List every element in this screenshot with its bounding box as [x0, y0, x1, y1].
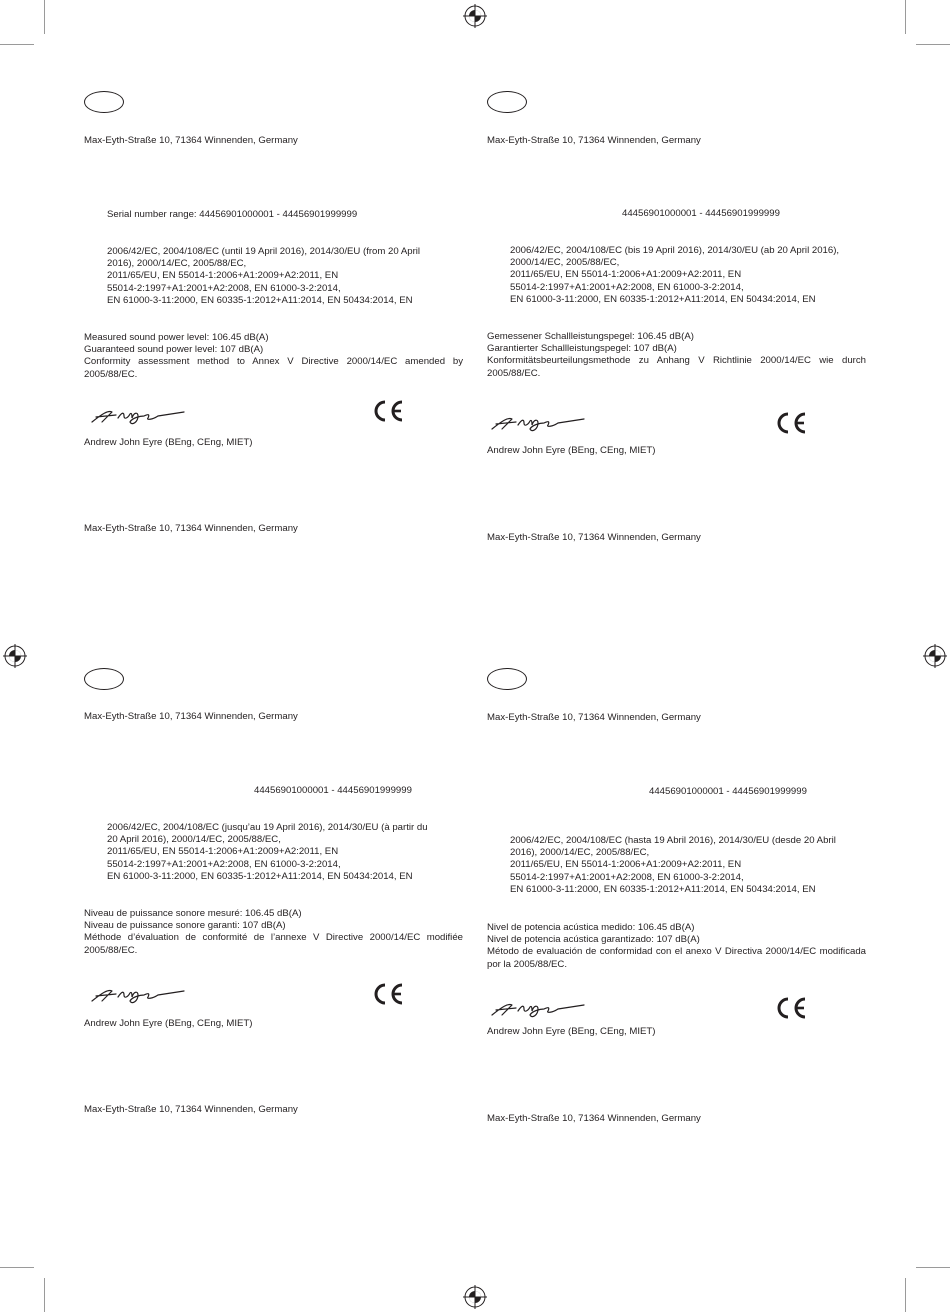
- guaranteed-sound-power: Nivel de potencia acústica garantizado: 107 dB(A): [487, 934, 700, 946]
- ce-mark-icon: [774, 410, 808, 436]
- conformity-method: Método de evaluación de conformidad con el anexo V Directiva 2000/14/EC modificada por la 2005/88/EC.: [487, 946, 866, 970]
- directive-line: 2011/65/EU, EN 55014-1:2006+A1:2009+A2:2011, EN: [510, 269, 742, 281]
- crop-mark: [44, 1278, 45, 1312]
- serial-number-range: 44456901000001 - 44456901999999: [622, 208, 780, 219]
- registration-mark-icon: [923, 644, 947, 668]
- directive-line: EN 61000-3-11:2000, EN 60335-1:2012+A11:2014, EN 50434:2014, EN: [510, 293, 816, 305]
- directive-line: 55014-2:1997+A1:2001+A2:2008, EN 61000-3-2:2014,: [510, 281, 744, 293]
- directive-line: 20 April 2016), 2000/14/EC, 2005/88/EC,: [107, 834, 281, 846]
- address-bottom: Max-Eyth-Straße 10, 71364 Winnenden, Germany: [84, 523, 298, 534]
- signatory-name: Andrew John Eyre (BEng, CEng, MIET): [487, 1026, 656, 1037]
- directive-line: EN 61000-3-11:2000, EN 60335-1:2012+A11:2014, EN 50434:2014, EN: [107, 294, 413, 306]
- guaranteed-sound-power: Garantierter Schallleistungspegel: 107 dB(A): [487, 343, 677, 355]
- address-bottom: Max-Eyth-Straße 10, 71364 Winnenden, Germany: [487, 532, 701, 543]
- directive-line: 2011/65/EU, EN 55014-1:2006+A1:2009+A2:2011, EN: [107, 846, 339, 858]
- crop-mark: [0, 1267, 34, 1268]
- directive-line: 2011/65/EU, EN 55014-1:2006+A1:2009+A2:2011, EN: [107, 270, 339, 282]
- directives-list: [510, 245, 839, 306]
- sound-level-block: [487, 331, 866, 380]
- address-top: Max-Eyth-Straße 10, 71364 Winnenden, Germany: [487, 135, 701, 146]
- directives-list: [107, 246, 420, 307]
- language-oval-badge: [84, 91, 124, 113]
- language-oval-badge: [487, 668, 527, 690]
- directive-line: 2016), 2000/14/EC, 2005/88/EC,: [107, 258, 247, 270]
- directive-line: EN 61000-3-11:2000, EN 60335-1:2012+A11:2014, EN 50434:2014, EN: [107, 870, 413, 882]
- crop-mark: [905, 1278, 906, 1312]
- sound-level-block: [84, 332, 463, 381]
- handwritten-signature: [488, 997, 588, 1021]
- serial-number-range: 44456901000001 - 44456901999999: [649, 786, 807, 797]
- signatory-name: Andrew John Eyre (BEng, CEng, MIET): [487, 445, 656, 456]
- sound-level-block: [84, 908, 463, 957]
- crop-mark: [0, 44, 34, 45]
- registration-mark-icon: [463, 1285, 487, 1309]
- serial-number-range: Serial number range: 44456901000001 - 44456901999999: [107, 209, 358, 220]
- conformity-method: Méthode d’évaluation de conformité de l’annexe V Directive 2000/14/EC modifiée 2005/88/EC.: [84, 932, 463, 956]
- directive-line: 55014-2:1997+A1:2001+A2:2008, EN 61000-3-2:2014,: [510, 871, 744, 883]
- crop-mark: [44, 0, 45, 34]
- measured-sound-power: Measured sound power level: 106.45 dB(A): [84, 332, 269, 343]
- conformity-method: Konformitätsbeurteilungsmethode zu Anhang V Richtlinie 2000/14/EC wie durch 2005/88/EC.: [487, 355, 866, 379]
- directive-line: 55014-2:1997+A1:2001+A2:2008, EN 61000-3-2:2014,: [107, 858, 341, 870]
- serial-number-range: 44456901000001 - 44456901999999: [254, 785, 412, 796]
- ce-mark-icon: [774, 995, 808, 1021]
- handwritten-signature: [488, 411, 588, 435]
- address-bottom: Max-Eyth-Straße 10, 71364 Winnenden, Germany: [487, 1113, 701, 1124]
- signatory-name: Andrew John Eyre (BEng, CEng, MIET): [84, 437, 253, 448]
- directive-line: 2011/65/EU, EN 55014-1:2006+A1:2009+A2:2011, EN: [510, 859, 742, 871]
- registration-mark-icon: [3, 644, 27, 668]
- language-oval-badge: [84, 668, 124, 690]
- signatory-name: Andrew John Eyre (BEng, CEng, MIET): [84, 1018, 253, 1029]
- measured-sound-power: Nivel de potencia acústica medido: 106.45 dB(A): [487, 922, 695, 933]
- measured-sound-power: Gemessener Schallleistungspegel: 106.45 dB(A): [487, 331, 694, 342]
- guaranteed-sound-power: Guaranteed sound power level: 107 dB(A): [84, 344, 264, 356]
- directive-line: 2006/42/EC, 2004/108/EC (hasta 19 Abril 2016), 2014/30/EU (desde 20 Abril: [510, 835, 836, 846]
- language-oval-badge: [487, 91, 527, 113]
- registration-mark-icon: [463, 4, 487, 28]
- address-top: Max-Eyth-Straße 10, 71364 Winnenden, Germany: [84, 135, 298, 146]
- directives-list: [107, 822, 428, 883]
- measured-sound-power: Niveau de puissance sonore mesuré: 106.45 dB(A): [84, 908, 302, 919]
- directive-line: 55014-2:1997+A1:2001+A2:2008, EN 61000-3-2:2014,: [107, 282, 341, 294]
- ce-mark-icon: [371, 398, 405, 424]
- directive-line: 2006/42/EC, 2004/108/EC (until 19 April 2016), 2014/30/EU (from 20 April: [107, 246, 421, 257]
- directive-line: 2000/14/EC, 2005/88/EC,: [510, 257, 620, 269]
- directives-list: [510, 835, 836, 896]
- crop-mark: [916, 1267, 950, 1268]
- address-top: Max-Eyth-Straße 10, 71364 Winnenden, Germany: [84, 711, 298, 722]
- crop-mark: [905, 0, 906, 34]
- crop-mark: [916, 44, 950, 45]
- directive-line: 2016), 2000/14/EC, 2005/88/EC,: [510, 847, 650, 859]
- directive-line: 2006/42/EC, 2004/108/EC (jusqu’au 19 April 2016), 2014/30/EU (à partir du: [107, 822, 428, 833]
- guaranteed-sound-power: Niveau de puissance sonore garanti: 107 dB(A): [84, 920, 286, 932]
- handwritten-signature: [88, 404, 188, 428]
- address-bottom: Max-Eyth-Straße 10, 71364 Winnenden, Germany: [84, 1104, 298, 1115]
- sound-level-block: [487, 922, 866, 971]
- address-top: Max-Eyth-Straße 10, 71364 Winnenden, Germany: [487, 712, 701, 723]
- handwritten-signature: [88, 983, 188, 1007]
- directive-line: 2006/42/EC, 2004/108/EC (bis 19 April 2016), 2014/30/EU (ab 20 April 2016),: [510, 245, 840, 256]
- conformity-method: Conformity assessment method to Annex V Directive 2000/14/EC amended by 2005/88/EC.: [84, 356, 463, 380]
- ce-mark-icon: [371, 981, 405, 1007]
- directive-line: EN 61000-3-11:2000, EN 60335-1:2012+A11:2014, EN 50434:2014, EN: [510, 883, 816, 895]
